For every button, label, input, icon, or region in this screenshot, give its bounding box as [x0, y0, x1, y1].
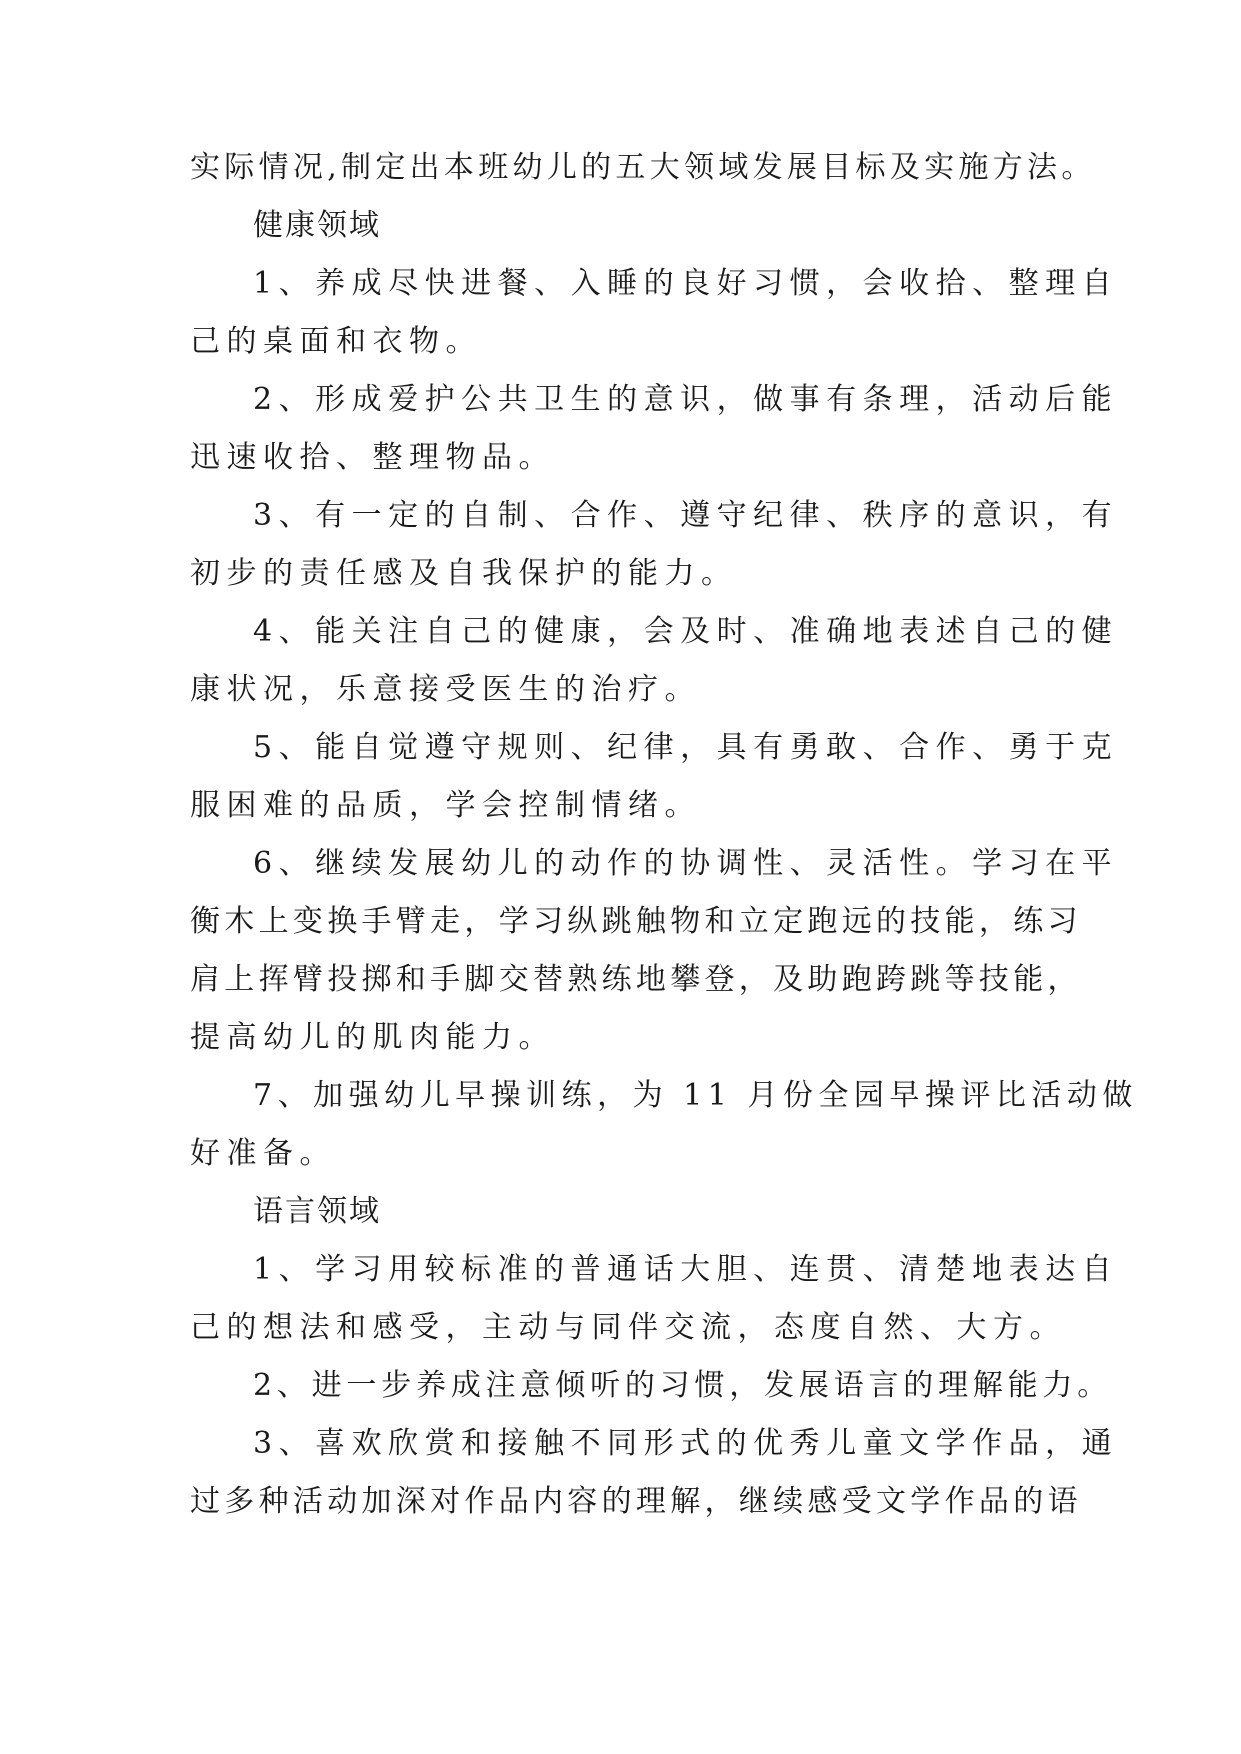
text-line: 实际情况,制定出本班幼儿的五大领域发展目标及实施方法。 — [190, 150, 1096, 185]
text-line: 1、学习用较标准的普通话大胆、连贯、清楚地表达自 — [253, 1252, 1119, 1287]
text-line: 2、进一步养成注意倾听的习惯，发展语言的理解能力。 — [253, 1368, 1113, 1403]
text-line: 5、能自觉遵守规则、纪律，具有勇敢、合作、勇于克 — [253, 730, 1119, 765]
text-line: 2、形成爱护公共卫生的意识，做事有条理，活动后能 — [253, 382, 1119, 417]
section-heading-language: 语言领域 — [253, 1194, 381, 1229]
text-line: 己的想法和感受，主动与同伴交流，态度自然、大方。 — [190, 1310, 1066, 1345]
text-line: 1、养成尽快进餐、入睡的良好习惯，会收拾、整理自 — [253, 266, 1119, 301]
text-line: 过多种活动加深对作品内容的理解，继续感受文学作品的语 — [190, 1484, 1082, 1519]
section-heading-health: 健康领域 — [253, 208, 381, 243]
text-line: 己的桌面和衣物。 — [190, 324, 482, 359]
text-line: 好准备。 — [190, 1136, 336, 1171]
text-line: 服困难的品质，学会控制情绪。 — [190, 788, 701, 823]
text-line: 3、有一定的自制、合作、遵守纪律、秩序的意识，有 — [253, 498, 1119, 533]
text-line: 6、继续发展幼儿的动作的协调性、灵活性。学习在平 — [253, 846, 1119, 881]
text-line: 7、加强幼儿早操训练，为 11 月份全园早操评比活动做 — [253, 1078, 1138, 1113]
text-line: 4、能关注自己的健康，会及时、准确地表述自己的健 — [253, 614, 1119, 649]
text-line: 初步的责任感及自我保护的能力。 — [190, 556, 738, 591]
text-line: 肩上挥臂投掷和手脚交替熟练地攀登，及助跑跨跳等技能， — [190, 962, 1082, 997]
text-line: 提高幼儿的肌肉能力。 — [190, 1020, 555, 1055]
text-line: 迅速收拾、整理物品。 — [190, 440, 555, 475]
text-line: 3、喜欢欣赏和接触不同形式的优秀儿童文学作品，通 — [253, 1426, 1119, 1461]
text-line: 康状况，乐意接受医生的治疗。 — [190, 672, 701, 707]
text-line: 衡木上变换手臂走，学习纵跳触物和立定跑远的技能，练习 — [190, 904, 1082, 939]
